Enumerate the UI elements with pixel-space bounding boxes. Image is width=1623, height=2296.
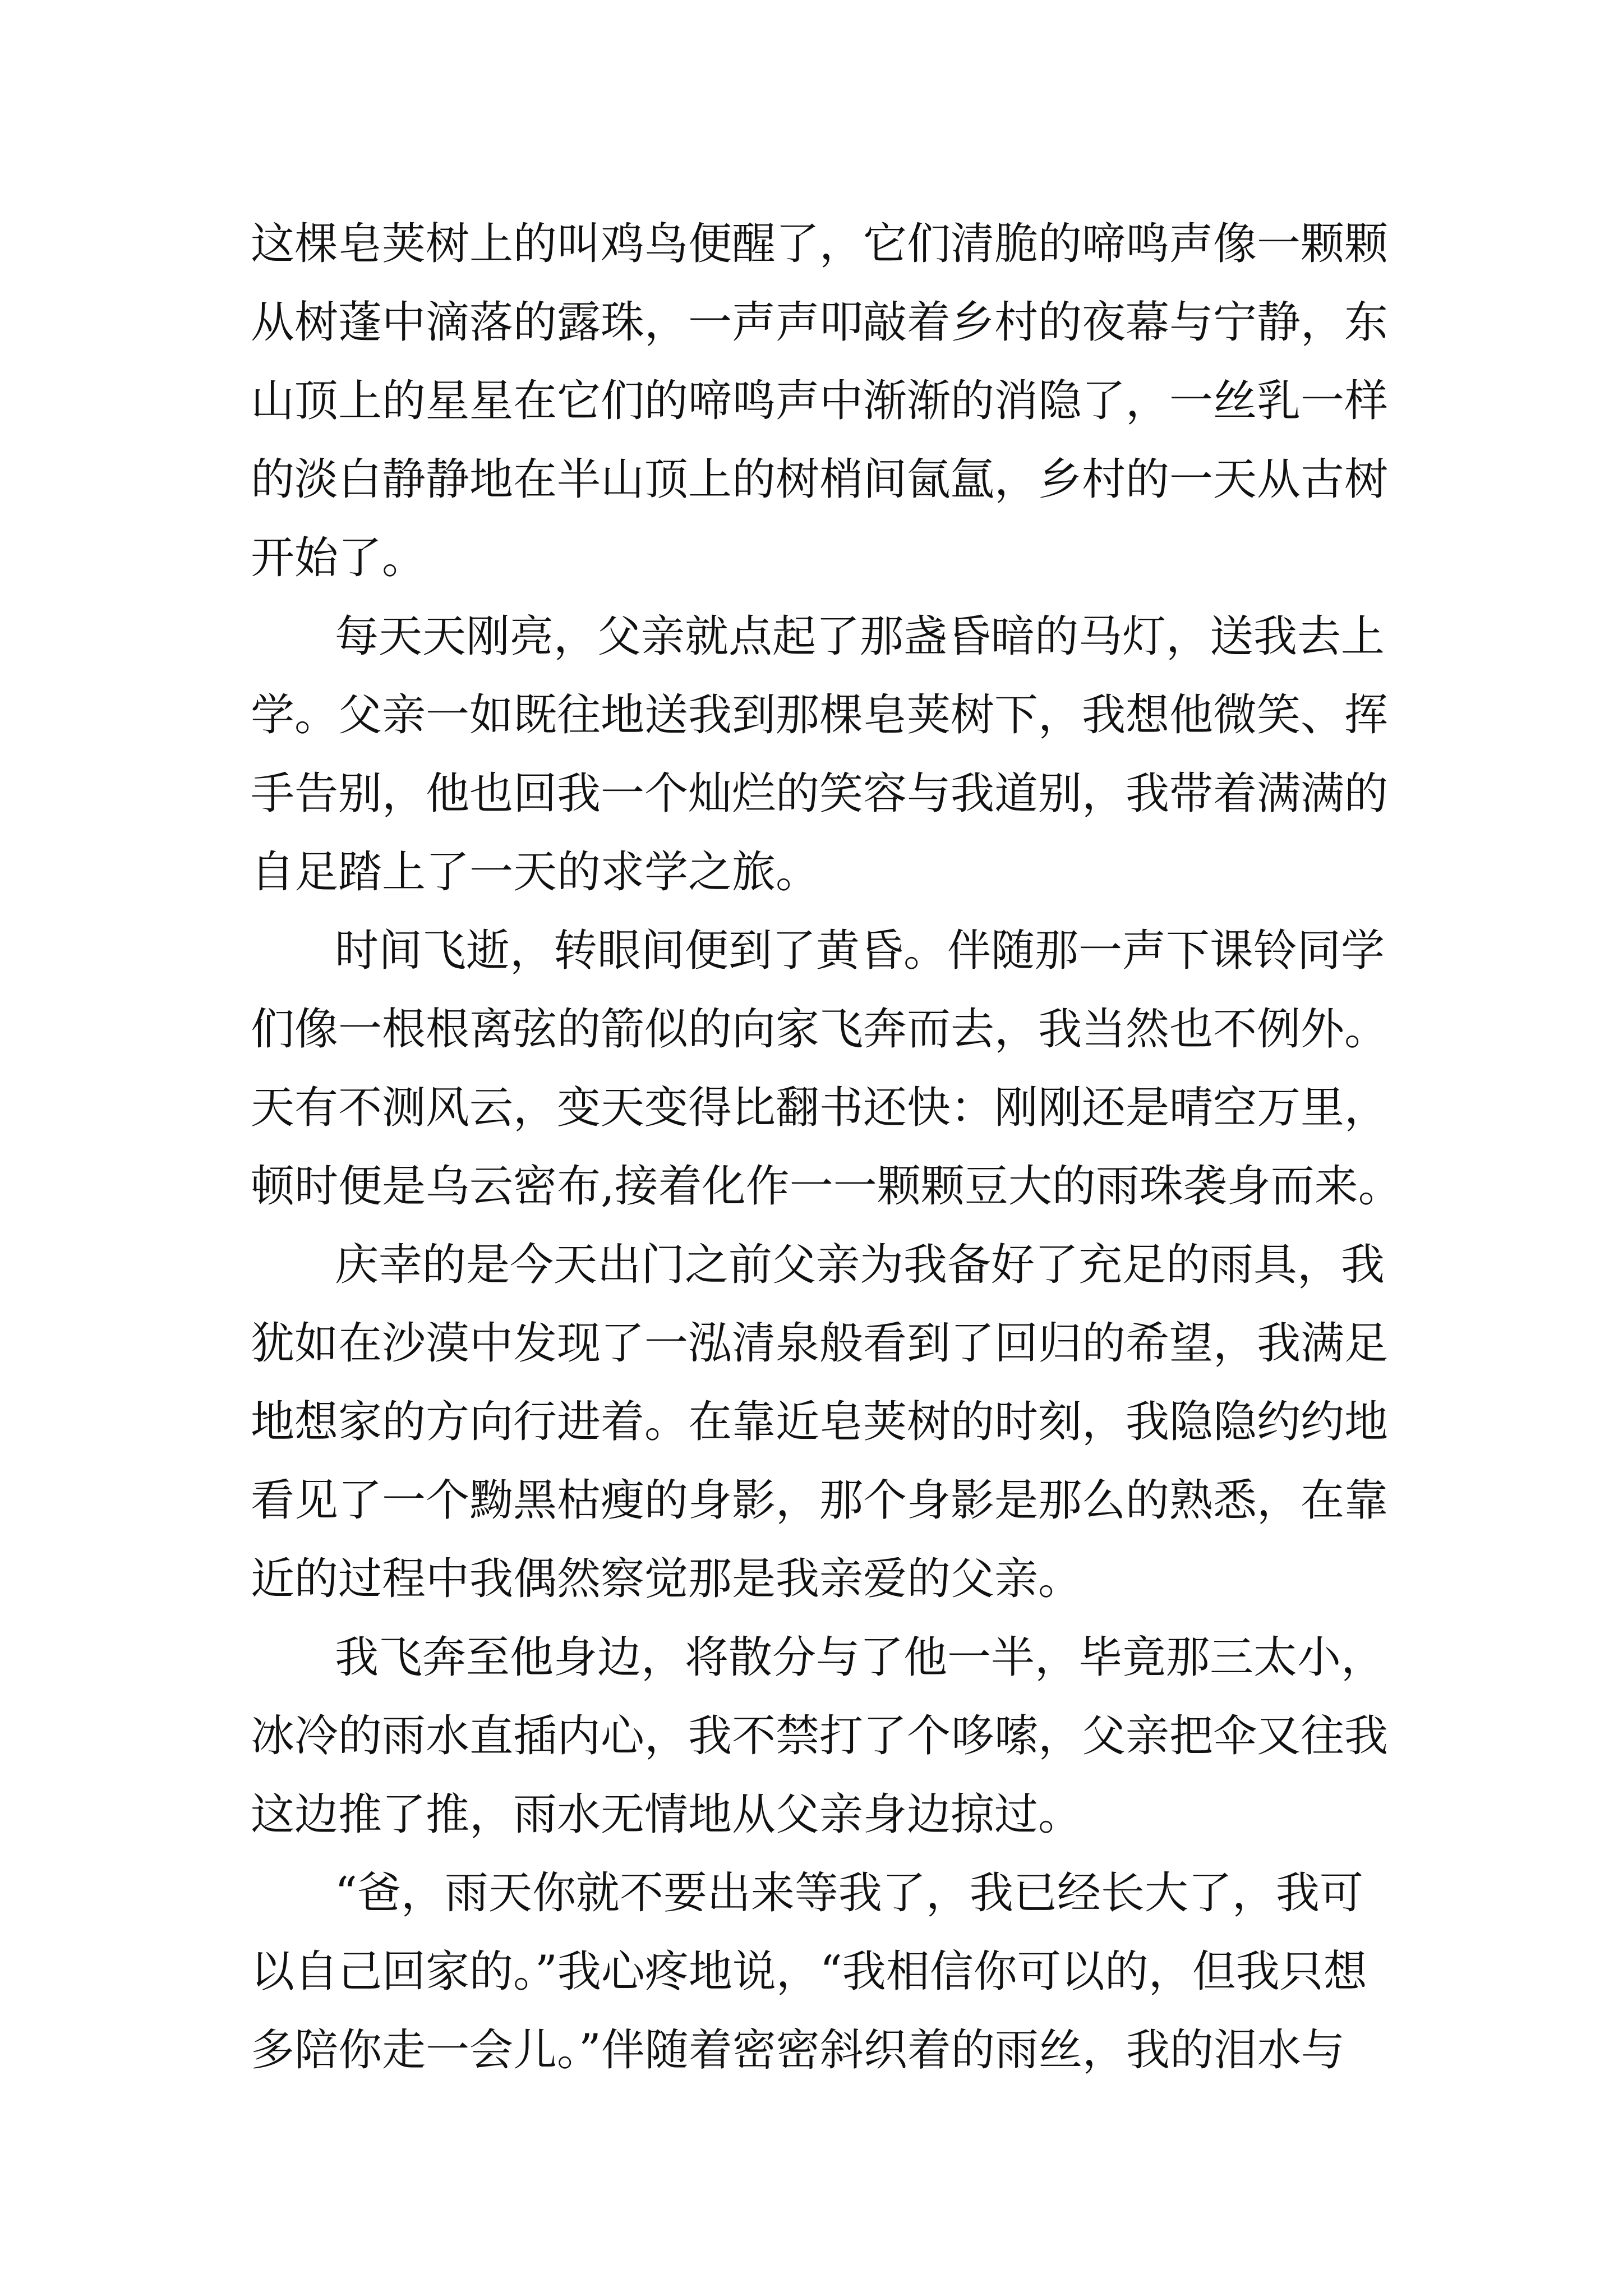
text-line: 每天天刚亮，父亲就点起了那盏昏暗的马灯，送我去上 bbox=[335, 611, 1385, 662]
text-line: 庆幸的是今天出门之前父亲为我备好了充足的雨具，我 bbox=[335, 1240, 1385, 1290]
text-line: 看见了一个黝黑枯瘦的身影，那个身影是那么的熟悉，在靠 bbox=[251, 1475, 1389, 1526]
text-line: 学。父亲一如既往地送我到那棵皂荚树下，我想他微笑、挥 bbox=[251, 690, 1389, 740]
text-line: 时间飞逝，转眼间便到了黄昏。伴随那一声下课铃同学 bbox=[335, 926, 1385, 976]
text-line: 冰冷的雨水直插内心，我不禁打了个哆嗦，父亲把伞又往我 bbox=[251, 1711, 1389, 1761]
text-line: “爸，雨天你就不要出来等我了，我已经长大了，我可 bbox=[335, 1868, 1363, 1918]
text-line: 顿时便是乌云密布,接着化作一一颗颗豆大的雨珠袭身而来。 bbox=[251, 1161, 1402, 1212]
text-line: 们像一根根离弦的箭似的向家飞奔而去，我当然也不例外。 bbox=[251, 1004, 1389, 1055]
text-line: 自足踏上了一天的求学之旅。 bbox=[251, 847, 820, 898]
text-line: 这棵皂荚树上的叫鸡鸟便醒了，它们清脆的啼鸣声像一颗颗 bbox=[251, 219, 1389, 269]
text-line: 的淡白静静地在半山顶上的树梢间氤氲，乡村的一天从古树 bbox=[251, 454, 1389, 505]
text-line: 手告别，他也回我一个灿烂的笑容与我道别，我带着满满的 bbox=[251, 769, 1389, 819]
text-line: 多陪你走一会儿。”伴随着密密斜织着的雨丝，我的泪水与 bbox=[251, 2025, 1345, 2076]
text-line: 我飞奔至他身边，将散分与了他一半，毕竟那三太小， bbox=[335, 1632, 1385, 1683]
text-line: 犹如在沙漠中发现了一泓清泉般看到了回归的希望，我满足 bbox=[251, 1318, 1389, 1369]
text-line: 近的过程中我偶然察觉那是我亲爱的父亲。 bbox=[251, 1554, 1082, 1604]
text-line: 从树蓬中滴落的露珠，一声声叩敲着乡村的夜幕与宁静，东 bbox=[251, 297, 1389, 348]
text-line: 开始了。 bbox=[251, 533, 426, 583]
text-line: 山顶上的星星在它们的啼鸣声中渐渐的消隐了，一丝乳一样 bbox=[251, 376, 1389, 426]
text-line: 天有不测风云，变天变得比翻书还快：刚刚还是晴空万里， bbox=[251, 1083, 1389, 1133]
text-line: 地想家的方向行进着。在靠近皂荚树的时刻，我隐隐约约地 bbox=[251, 1397, 1389, 1447]
text-line: 这边推了推，雨水无情地从父亲身边掠过。 bbox=[251, 1789, 1082, 1840]
text-line: 以自己回家的。”我心疼地说，“我相信你可以的，但我只想 bbox=[251, 1947, 1367, 1997]
body-text bbox=[251, 205, 1402, 2090]
